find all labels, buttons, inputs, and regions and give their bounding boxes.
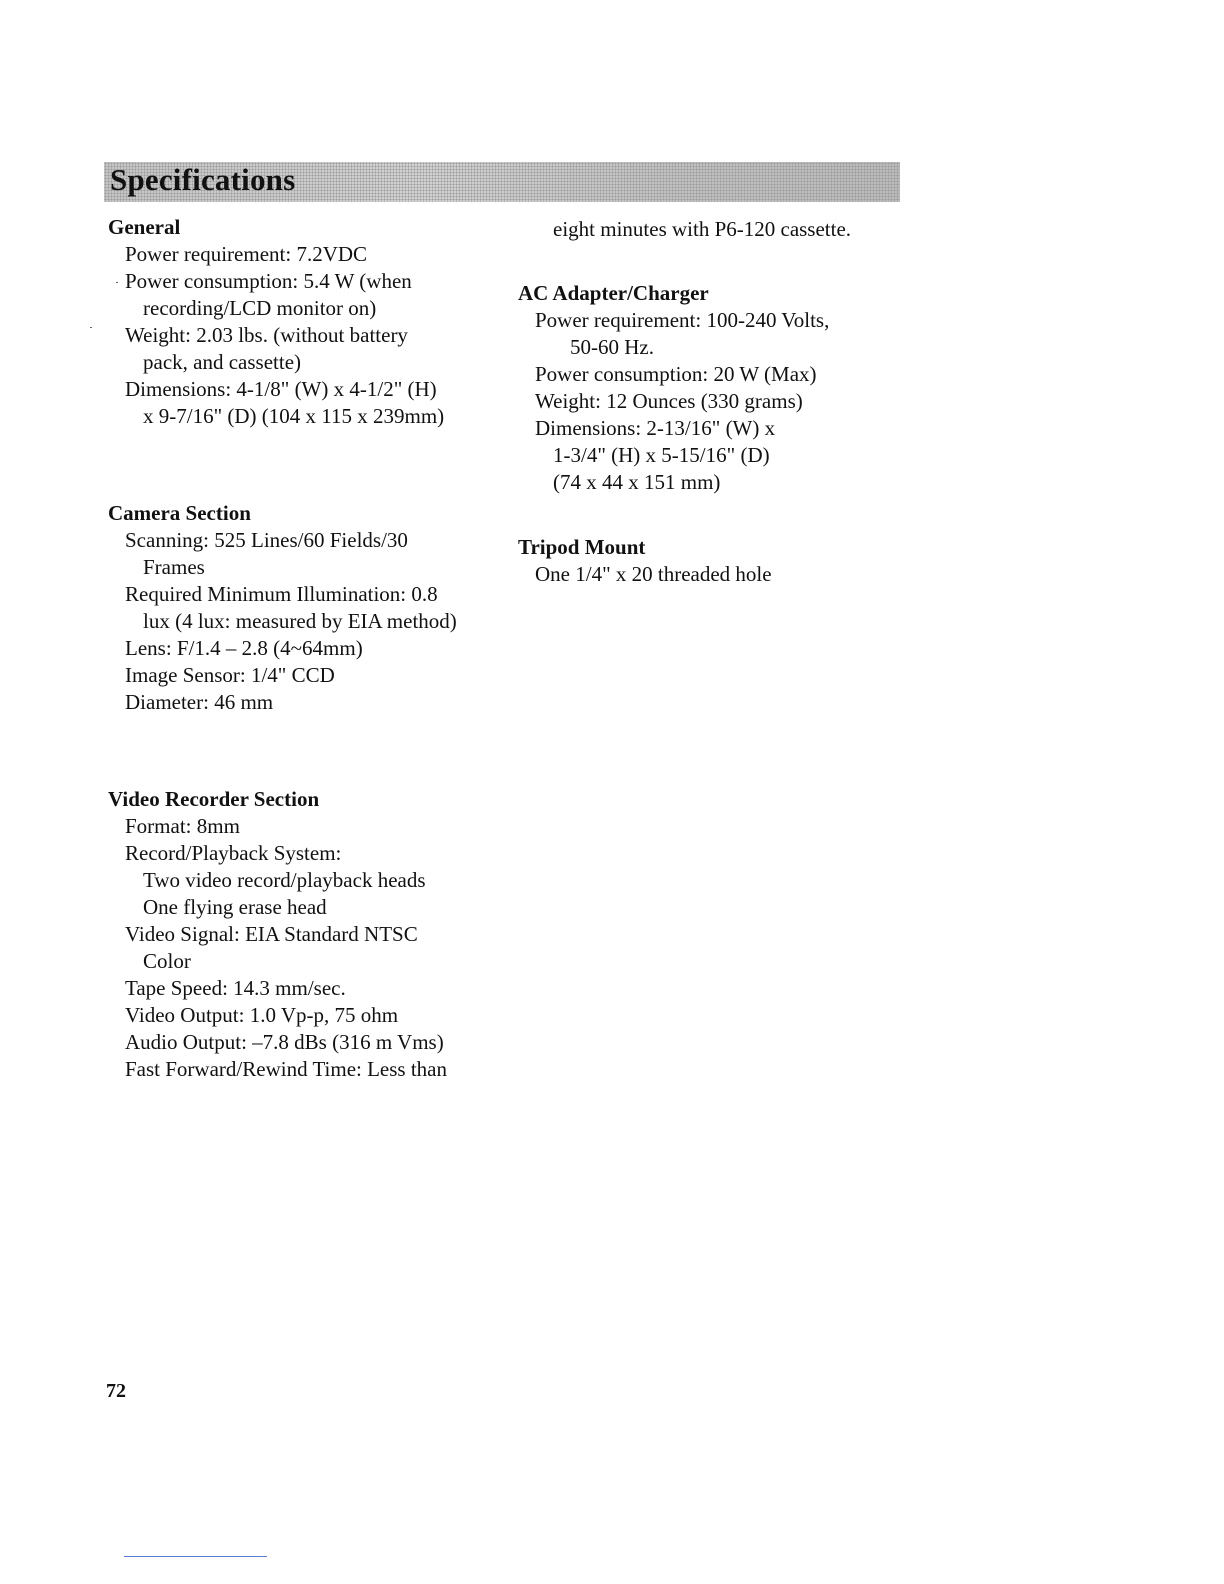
section-banner xyxy=(104,162,900,202)
spec-line: Power requirement: 7.2VDC xyxy=(125,242,368,266)
spec-line: Video Output: 1.0 Vp-p, 75 ohm xyxy=(125,1003,399,1027)
spec-line: Audio Output: –7.8 dBs (316 m Vms) xyxy=(125,1030,444,1054)
bottom-rule xyxy=(124,1556,267,1557)
spec-line: Video Signal: EIA Standard NTSC xyxy=(125,922,418,946)
spec-line: Scanning: 525 Lines/60 Fields/30 xyxy=(125,528,408,552)
spec-line: Record/Playback System: xyxy=(125,841,342,865)
spec-line: Power requirement: 100-240 Volts, xyxy=(535,308,830,332)
general-heading: General xyxy=(108,215,181,239)
spec-line: recording/LCD monitor on) xyxy=(143,296,377,320)
spec-line: Two video record/playback heads xyxy=(143,868,426,892)
page-number: 72 xyxy=(106,1380,126,1402)
spec-line: Format: 8mm xyxy=(125,814,240,838)
spec-line: 50-60 Hz. xyxy=(570,335,654,359)
tripod-heading: Tripod Mount xyxy=(518,535,646,559)
spec-line: Dimensions: 2-13/16" (W) x xyxy=(535,416,776,440)
page-title: Specifications xyxy=(110,162,296,197)
spec-line: Image Sensor: 1/4" CCD xyxy=(125,663,335,687)
spec-line: Lens: F/1.4 – 2.8 (4~64mm) xyxy=(125,636,363,660)
spec-line: 1-3/4" (H) x 5-15/16" (D) xyxy=(553,443,770,467)
camera-heading: Camera Section xyxy=(108,501,251,525)
spec-line: Color xyxy=(143,949,191,973)
spec-line: One flying erase head xyxy=(143,895,327,919)
scan-mark xyxy=(90,327,92,328)
spec-line: (74 x 44 x 151 mm) xyxy=(553,470,721,494)
continuation-text: eight minutes with P6-120 cassette. xyxy=(553,217,852,241)
spec-line: Power consumption: 20 W (Max) xyxy=(535,362,817,386)
spec-line: x 9-7/16" (D) (104 x 115 x 239mm) xyxy=(143,404,445,428)
spec-line: lux (4 lux: measured by EIA method) xyxy=(143,609,457,633)
spec-line: Frames xyxy=(143,555,205,579)
video-recorder-section xyxy=(108,786,508,1083)
general-section xyxy=(108,214,508,430)
spec-line: Power consumption: 5.4 W (when xyxy=(125,269,412,293)
scan-mark xyxy=(116,282,118,283)
spec-line: Fast Forward/Rewind Time: Less than xyxy=(125,1057,448,1081)
spec-line: pack, and cassette) xyxy=(143,350,302,374)
spec-line: One 1/4" x 20 threaded hole xyxy=(535,562,772,586)
spec-line: Weight: 2.03 lbs. (without battery xyxy=(125,323,408,347)
ac-adapter-heading: AC Adapter/Charger xyxy=(518,281,709,305)
spec-line: Diameter: 46 mm xyxy=(125,690,274,714)
spec-line: Dimensions: 4-1/8" (W) x 4-1/2" (H) xyxy=(125,377,437,401)
spec-line: Tape Speed: 14.3 mm/sec. xyxy=(125,976,346,1000)
spec-line: Required Minimum Illumination: 0.8 xyxy=(125,582,438,606)
video-recorder-heading: Video Recorder Section xyxy=(108,787,320,811)
ac-adapter-section xyxy=(518,280,898,496)
continuation-block xyxy=(518,216,898,243)
spec-line: Weight: 12 Ounces (330 grams) xyxy=(535,389,803,413)
camera-section xyxy=(108,500,508,716)
tripod-section xyxy=(518,534,898,588)
